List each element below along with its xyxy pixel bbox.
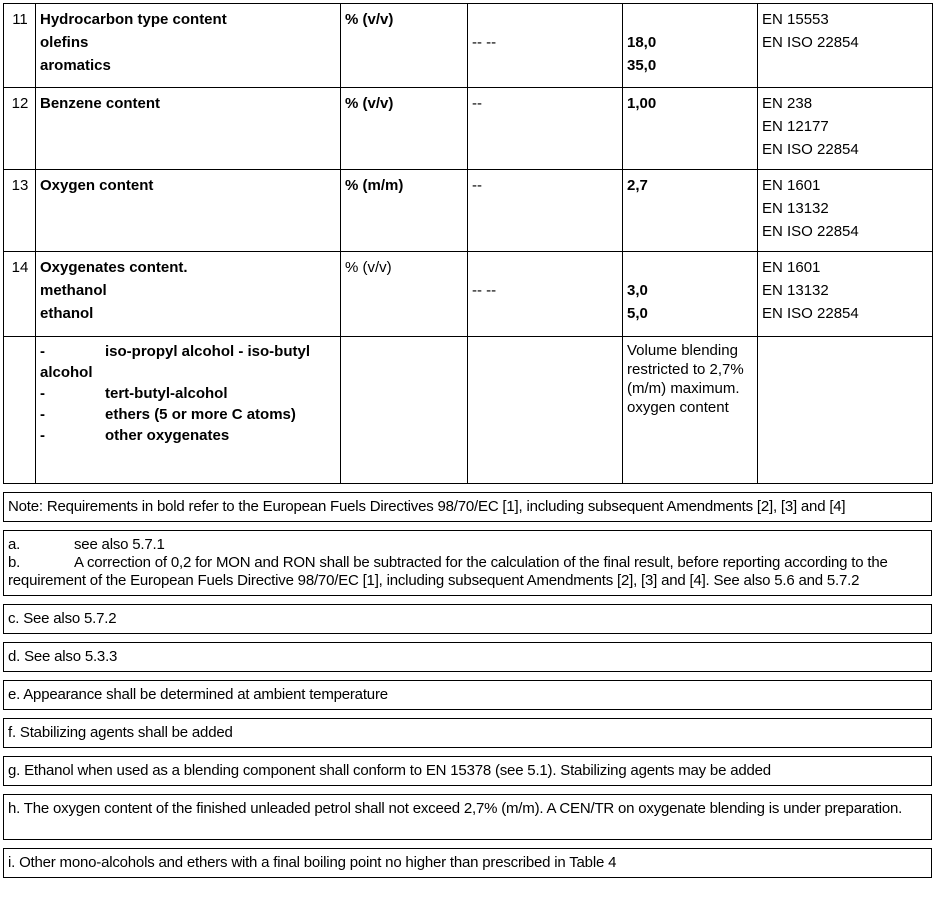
cell-property: [36, 170, 341, 252]
note-f-text: f. Stabilizing agents shall be added: [8, 724, 233, 741]
cell-unit: [341, 170, 468, 252]
max-value: 2,7: [627, 177, 648, 194]
row-number: 14: [11, 259, 29, 276]
oxygenate-item-label: ethers (5 or more C atoms): [105, 406, 296, 423]
property-name: Benzene content: [40, 95, 161, 112]
test-method: EN 1601: [762, 177, 821, 194]
note-a-b: [3, 530, 932, 596]
oxygenate-item: [40, 341, 337, 383]
cell-unit: [341, 4, 468, 88]
row-number: 13: [11, 177, 29, 194]
oxygenate-item-label: tert-butyl-alcohol: [105, 385, 228, 402]
table-row-12: [4, 88, 933, 170]
test-method: EN 238: [762, 95, 813, 112]
note-e: [3, 680, 932, 710]
max-value: 35,0: [627, 57, 657, 74]
dash-bullet: -: [40, 343, 45, 360]
volume-blending-note: Volume blending restricted to 2,7% (m/m) maximum. oxygen content: [627, 342, 744, 416]
property-name: Oxygen content: [40, 177, 154, 194]
note-h: [3, 794, 932, 840]
spacer-line: [627, 8, 754, 31]
note-d: [3, 642, 932, 672]
cell-limit-max: [623, 88, 758, 170]
test-method: EN 13132: [762, 282, 829, 299]
max-value: 18,0: [627, 34, 657, 51]
property-sub: ethanol: [40, 305, 94, 322]
cell-test-methods: [758, 170, 933, 252]
limit-dash: -- --: [472, 282, 497, 299]
note-general-text: Note: Requirements in bold refer to the European Fuels Directives 98/70/EC [1], including subsequent Amendments [2], [3] and [4]: [8, 498, 846, 515]
test-method: EN ISO 22854: [762, 141, 859, 158]
note-a-text: see also 5.7.1: [74, 536, 165, 553]
note-g-text: g. Ethanol when used as a blending component shall conform to EN 15378 (see 5.1). Stabilizing agents may be added: [8, 762, 771, 779]
spacer-line: [627, 256, 754, 279]
spacer-line: [472, 256, 619, 279]
test-method: EN 1601: [762, 259, 821, 276]
row-number: 11: [12, 11, 28, 28]
test-method: EN ISO 22854: [762, 223, 859, 240]
oxygenate-item: [40, 404, 337, 425]
cell-limit-empty: [468, 337, 623, 484]
cell-test-methods: [758, 88, 933, 170]
test-method: EN 12177: [762, 118, 829, 135]
footnotes-section: [3, 492, 932, 878]
cell-unit: [341, 88, 468, 170]
cell-property: [36, 252, 341, 337]
table-row-13: [4, 170, 933, 252]
note-b-label: b.: [8, 554, 21, 571]
property-sub: olefins: [40, 34, 89, 51]
cell-limit-min: [468, 252, 623, 337]
oxygenate-item: [40, 383, 337, 404]
note-general: [3, 492, 932, 522]
cell-test-methods: [758, 4, 933, 88]
oxygenate-item: [40, 425, 337, 446]
dash-bullet: -: [40, 427, 45, 444]
cell-limit-min: [468, 88, 623, 170]
cell-row-number: [4, 4, 36, 88]
test-method: EN 15553: [762, 11, 829, 28]
cell-limit-max: [623, 252, 758, 337]
limit-dash: -- --: [472, 34, 497, 51]
note-c-text: c. See also 5.7.2: [8, 610, 117, 627]
note-a: [8, 536, 927, 554]
property-sub: aromatics: [40, 57, 111, 74]
spacer-line: [472, 8, 619, 31]
cell-methods-empty: [758, 337, 933, 484]
fuel-spec-table: [3, 3, 933, 484]
cell-limit-min: [468, 4, 623, 88]
note-b: [8, 554, 927, 590]
dash-bullet: -: [40, 385, 45, 402]
note-f: [3, 718, 932, 748]
cell-test-methods: [758, 252, 933, 337]
note-a-label: a.: [8, 536, 21, 553]
cell-row-number-empty: [4, 337, 36, 484]
cell-oxygenates-list: [36, 337, 341, 484]
note-h-text: h. The oxygen content of the finished unleaded petrol shall not exceed 2,7% (m/m). A CEN/TR on oxygenate blending is under preparation.: [8, 800, 903, 817]
max-value: 3,0: [627, 282, 648, 299]
note-i: [3, 848, 932, 878]
unit-value: % (v/v): [345, 11, 394, 28]
note-e-text: e. Appearance shall be determined at ambient temperature: [8, 686, 388, 703]
max-value: 5,0: [627, 305, 648, 322]
note-b-text: A correction of 0,2 for MON and RON shall be subtracted for the calculation of the final result, before reporting according to the requirement of the European Fuels Directive 98/70/EC [1], including subsequent Amendments [2], [3] and [4]. See also 5.6 and 5.7.2: [8, 554, 888, 589]
cell-volume-blending-note: [623, 337, 758, 484]
cell-property: [36, 4, 341, 88]
note-d-text: d. See also 5.3.3: [8, 648, 118, 665]
test-method: EN ISO 22854: [762, 34, 859, 51]
test-method: EN ISO 22854: [762, 305, 859, 322]
row-number: 12: [11, 95, 29, 112]
oxygenate-item-label: other oxygenates: [105, 427, 230, 444]
table-row-14: [4, 252, 933, 337]
note-i-text: i. Other mono-alcohols and ethers with a final boiling point no higher than prescribed in Table 4: [8, 854, 617, 871]
table-row-oxygenates-list: [4, 337, 933, 484]
cell-limit-max: [623, 4, 758, 88]
cell-row-number: [4, 88, 36, 170]
unit-value: % (v/v): [345, 259, 392, 276]
limit-dash: --: [472, 95, 482, 112]
cell-limit-max: [623, 170, 758, 252]
cell-row-number: [4, 170, 36, 252]
dash-bullet: -: [40, 406, 45, 423]
cell-property: [36, 88, 341, 170]
table-row-11: [4, 4, 933, 88]
limit-dash: --: [472, 177, 482, 194]
property-sub: methanol: [40, 282, 107, 299]
property-name: Hydrocarbon type content: [40, 11, 227, 28]
cell-row-number: [4, 252, 36, 337]
property-name: Oxygenates content.: [40, 259, 188, 276]
cell-unit: [341, 252, 468, 337]
unit-value: % (v/v): [345, 95, 394, 112]
cell-limit-min: [468, 170, 623, 252]
unit-value: % (m/m): [345, 177, 404, 194]
test-method: EN 13132: [762, 200, 829, 217]
note-c: [3, 604, 932, 634]
note-g: [3, 756, 932, 786]
cell-unit-empty: [341, 337, 468, 484]
max-value: 1,00: [627, 95, 657, 112]
oxygenate-item-label: iso-propyl alcohol - iso-butyl alcohol: [40, 343, 311, 381]
